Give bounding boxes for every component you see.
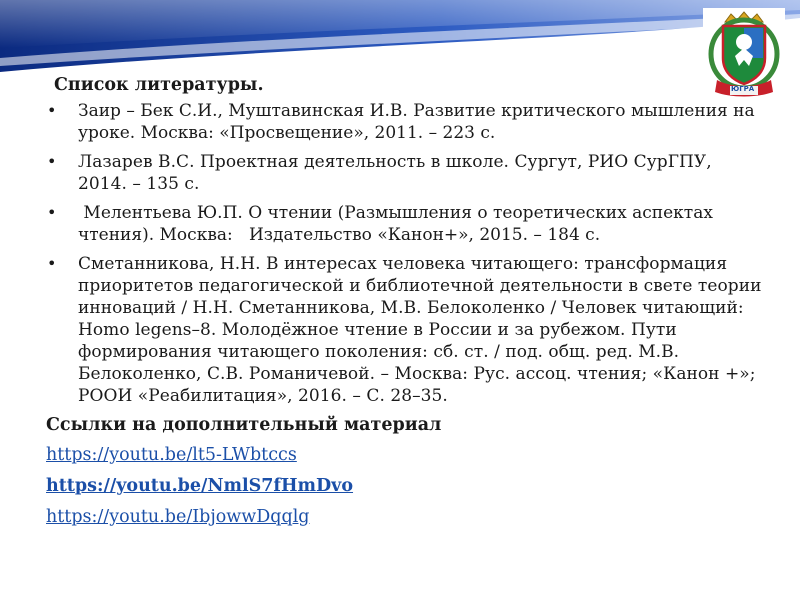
slide-content [46,72,766,535]
reference-item-4 [46,253,766,407]
bullet-icon: • [47,101,57,120]
bullet-icon: • [47,254,57,273]
video-link-2[interactable]: https://youtu.be/NmlS7fHmDvo [46,476,354,496]
reference-text: Лазарев В.С. Проектная деятельность в школе. Сургут, РИО СурГПУ, 2014. – 135 с. [78,152,712,194]
reference-item-2 [46,151,766,195]
references-list [46,100,766,407]
reference-text: Мелентьева Ю.П. О чтении (Размышления о теоретических аспектах чтения). Москва: Издательство «Канон+», 2015. – 184 с. [78,203,719,245]
links-heading: Ссылки на дополнительный материал [46,415,442,435]
emblem-caption: ЮГРА [731,85,755,93]
reference-item-3 [46,202,766,246]
video-link-3[interactable]: https://youtu.be/IbjowwDqqlg [46,507,310,527]
reference-item-1 [46,100,766,144]
bullet-icon: • [47,203,57,222]
header-banner [0,0,800,80]
bullet-icon: • [47,152,57,171]
reference-text: Заир – Бек С.И., Муштавинская И.В. Развитие критического мышления на уроке. Москва: «Просвещение», 2011. – 223 с. [78,101,755,143]
video-link-1[interactable]: https://youtu.be/lt5-LWbtccs [46,445,297,465]
reference-text: Сметанникова, Н.Н. В интересах человека читающего: трансформация приоритетов педагогической и библиотечной деятельности в свете теории инноваций / Н.Н. Сметанникова, М.В. Белоколенко / Человек читающий: Homo legens–8. Молодёжное чтение в России и за рубежом. Пути формирования читающего поколения: сб. ст. / под. общ. ред. М.В. Белоколенко, С.В. Романичевой. – Москва: Рус. ассоц. чтения; «Канон +»; РООИ «Реабилитация», 2016. – С. 28–35. [78,254,762,406]
references-heading: Список литературы. [54,75,264,95]
